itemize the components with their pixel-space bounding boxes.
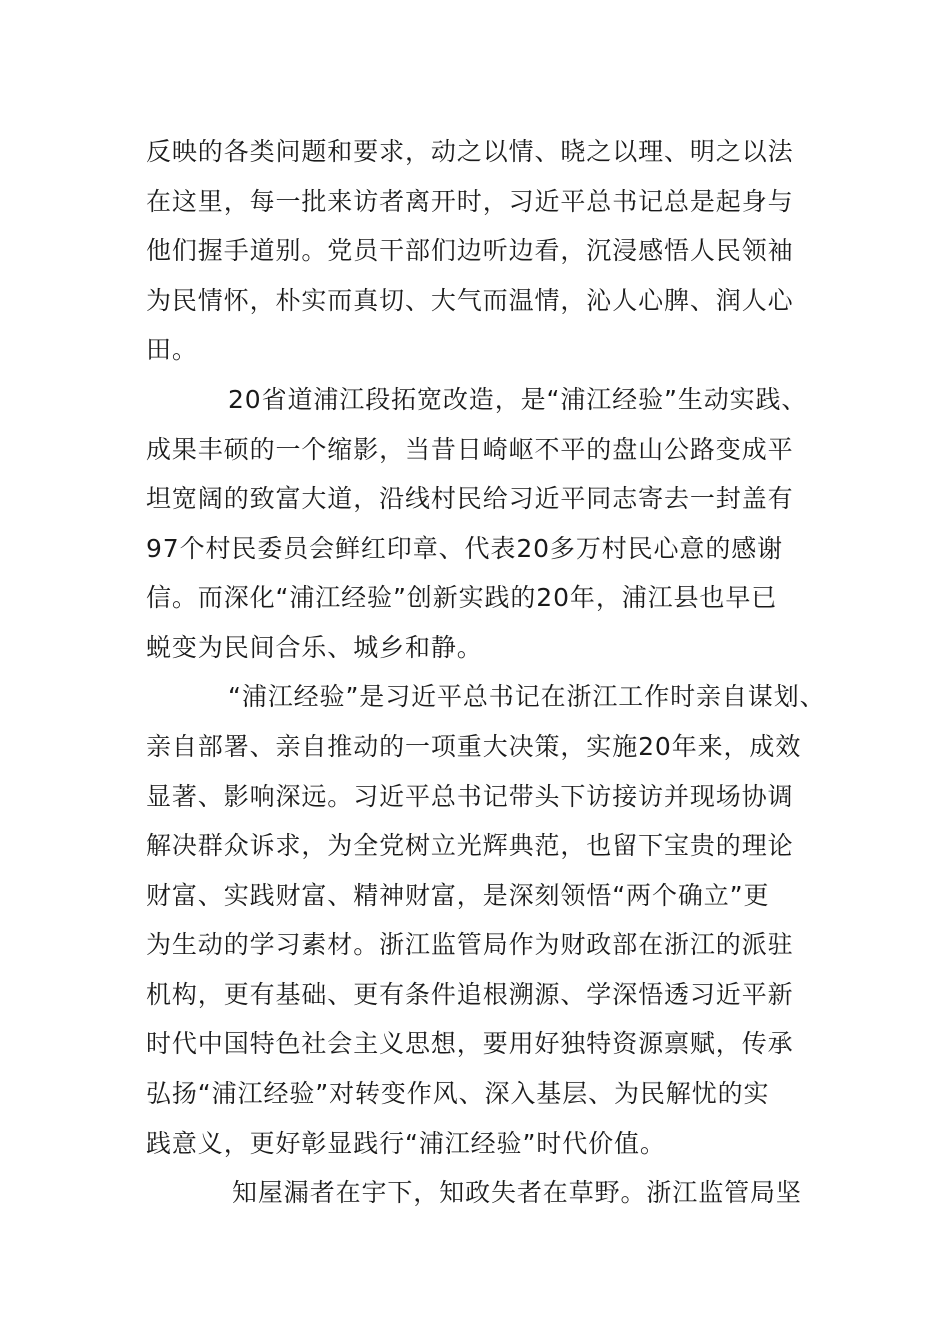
- paragraph-first-line: 20省道浦江段拓宽改造，是“浦江经验”生动实践、: [228, 385, 808, 414]
- text-line: 蜕变为民间合乐、城乡和静。: [146, 633, 483, 662]
- text-line: 为民情怀，朴实而真切、大气而温情，沁人心脾、润人心: [146, 286, 794, 315]
- text-line: 坦宽阔的致富大道，沿线村民给习近平同志寄去一封盖有: [146, 484, 794, 513]
- paragraph-first-line: “浦江经验”是习近平总书记在浙江工作时亲自谋划、: [228, 682, 826, 711]
- text-line: 财富、实践财富、精神财富，是深刻领悟“两个确立”更: [146, 881, 770, 910]
- text-line: 为生动的学习素材。浙江监管局作为财政部在浙江的派驻: [146, 930, 794, 959]
- text-line: 弘扬“浦江经验”对转变作风、深入基层、为民解忧的实: [146, 1079, 770, 1108]
- text-line: 在这里，每一批来访者离开时，习近平总书记总是起身与: [146, 187, 794, 216]
- text-line: 反映的各类问题和要求，动之以情、晓之以理、明之以法: [146, 137, 794, 166]
- text-line: 时代中国特色社会主义思想，要用好独特资源禀赋，传承: [146, 1029, 794, 1058]
- text-line: 践意义，更好彰显践行“浦江经验”时代价值。: [146, 1129, 666, 1158]
- text-line: 田。: [146, 335, 198, 364]
- text-line: 信。而深化“浦江经验”创新实践的20年，浦江县也早已: [146, 583, 778, 612]
- text-line: 亲自部署、亲自推动的一项重大决策，实施20年来，成效: [146, 732, 802, 761]
- text-line: 机构，更有基础、更有条件追根溯源、学深悟透习近平新: [146, 980, 794, 1009]
- paragraph-first-line: 知屋漏者在宇下，知政失者在草野。浙江监管局坚: [232, 1178, 802, 1207]
- text-line: 显著、影响深远。习近平总书记带头下访接访并现场协调: [146, 782, 794, 811]
- text-line: 97个村民委员会鲜红印章、代表20多万村民心意的感谢: [146, 534, 784, 563]
- text-line: 他们握手道别。党员干部们边听边看，沉浸感悟人民领袖: [146, 236, 794, 265]
- text-line: 成果丰硕的一个缩影，当昔日崎岖不平的盘山公路变成平: [146, 435, 794, 464]
- text-line: 解决群众诉求，为全党树立光辉典范，也留下宝贵的理论: [146, 831, 794, 860]
